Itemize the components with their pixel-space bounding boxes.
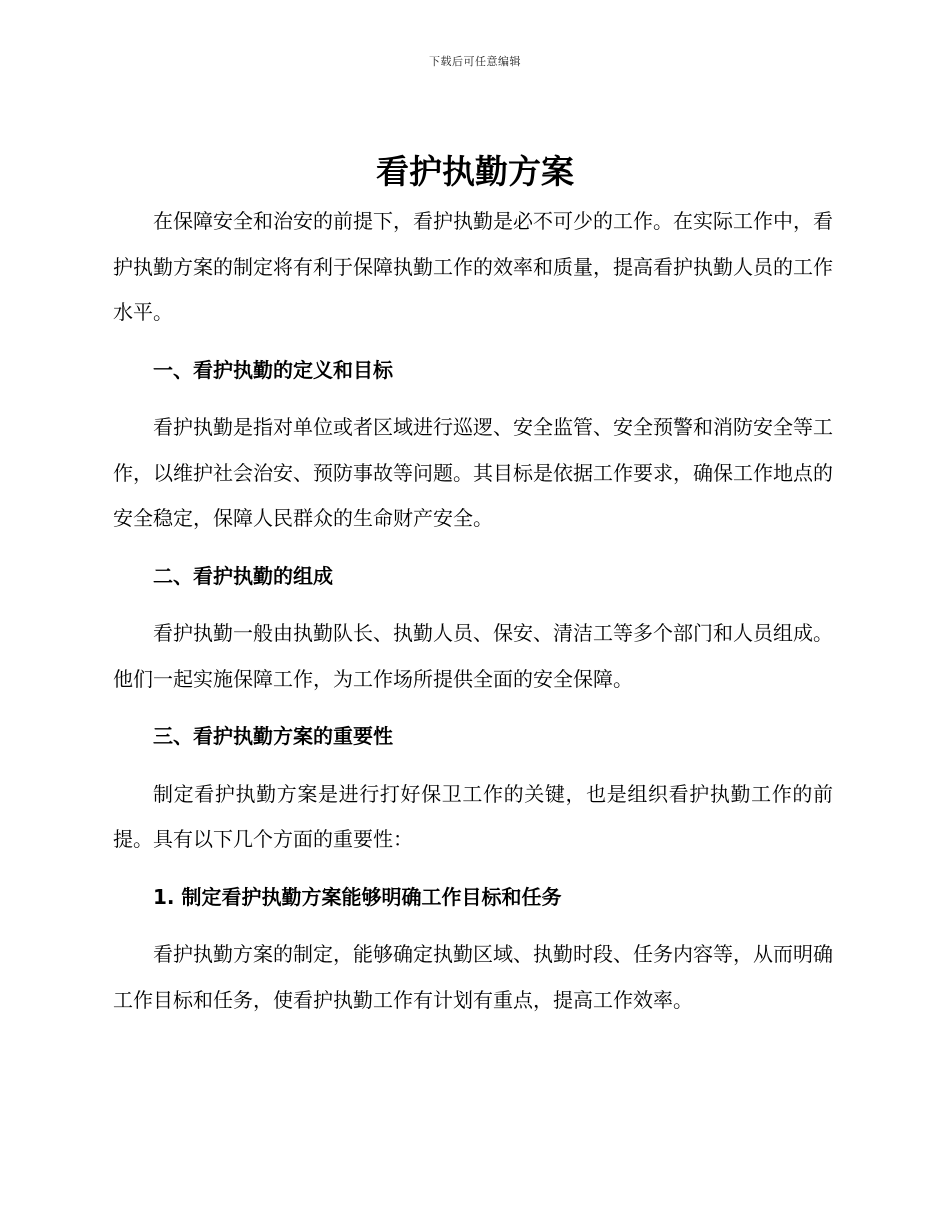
section-heading-definition: 一、看护执勤的定义和目标: [153, 357, 393, 382]
section-heading-composition: 二、看护执勤的组成: [153, 563, 333, 588]
document-title: 看护执勤方案: [376, 152, 574, 191]
subsection-heading-goals: 1. 制定看护执勤方案能够明确工作目标和任务: [153, 884, 562, 909]
importance-paragraph: 制定看护执勤方案是进行打好保卫工作的关键，也是组织看护执勤工作的前提。具有以下几个方面的重要性：: [113, 781, 833, 851]
goals-paragraph: 看护执勤方案的制定，能够确定执勤区域、执勤时段、任务内容等，从而明确工作目标和任务，使看护执勤工作有计划有重点，提高工作效率。: [113, 942, 833, 1012]
intro-paragraph: 在保障安全和治安的前提下，看护执勤是必不可少的工作。在实际工作中，看护执勤方案的制定将有利于保障执勤工作的效率和质量，提高看护执勤人员的工作水平。: [113, 209, 833, 324]
header-note: 下载后可任意编辑: [429, 55, 521, 68]
composition-paragraph: 看护执勤一般由执勤队长、执勤人员、保安、清洁工等多个部门和人员组成。他们一起实施保障工作，为工作场所提供全面的安全保障。: [113, 621, 833, 691]
section-heading-importance: 三、看护执勤方案的重要性: [153, 724, 393, 748]
definition-paragraph: 看护执勤是指对单位或者区域进行巡逻、安全监管、安全预警和消防安全等工作，以维护社会治安、预防事故等问题。其目标是依据工作要求，确保工作地点的安全稳定，保障人民群众的生命财产安全。: [113, 415, 833, 530]
document-body: [113, 199, 833, 1023]
